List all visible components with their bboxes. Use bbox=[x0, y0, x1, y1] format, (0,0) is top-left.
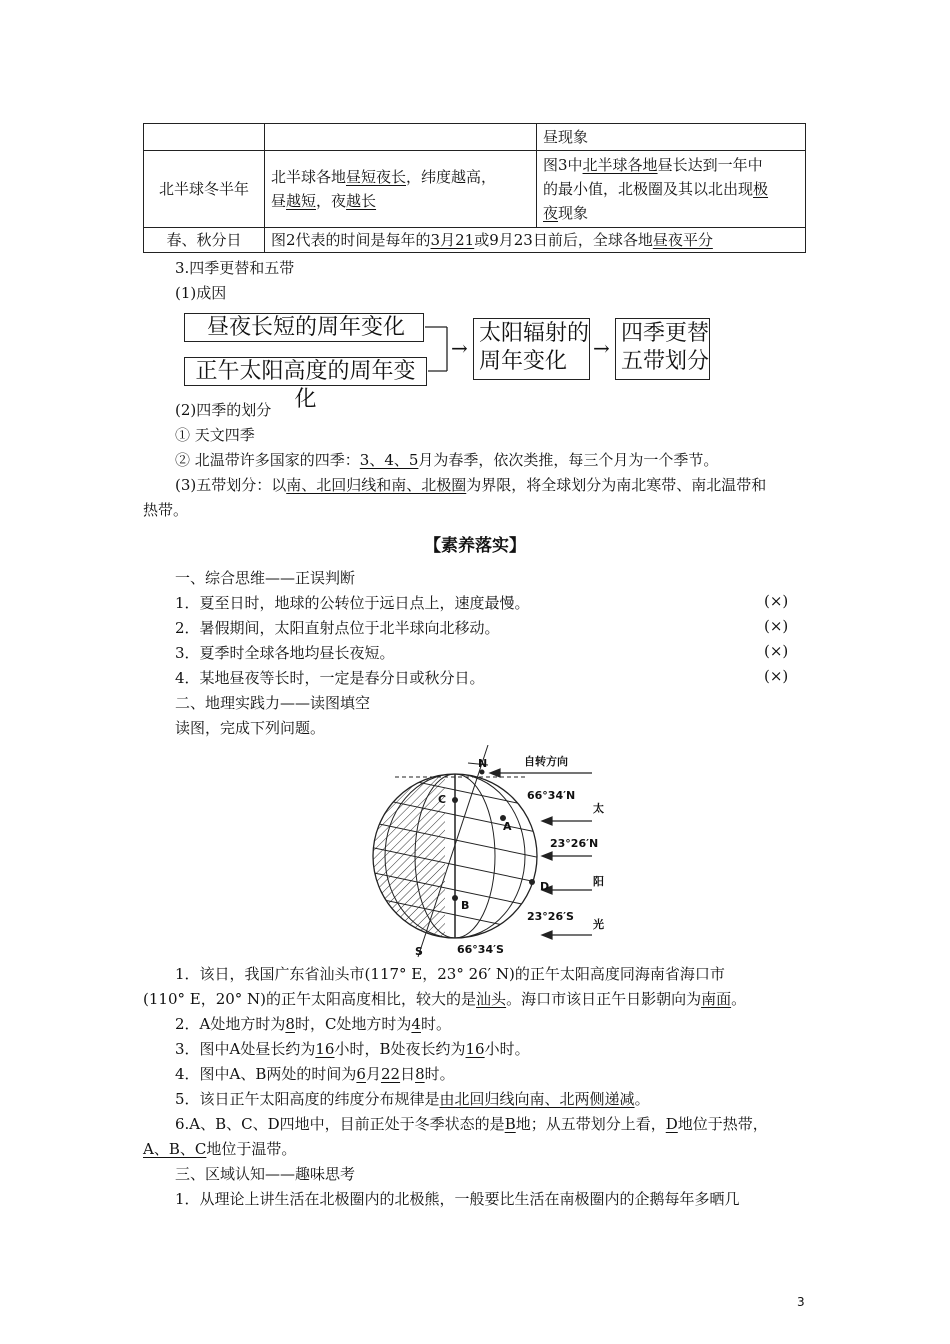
subsection-label: (2)四季的划分 bbox=[175, 401, 272, 419]
table-cell: 图3中北半球各地昼长达到一年中 的最小值，北极圈及其以北出现极 夜现象 bbox=[537, 151, 806, 228]
table-cell: 昼现象 bbox=[537, 124, 806, 151]
point-b bbox=[452, 895, 458, 901]
part-title: 三、区域认知——趣味思考 bbox=[175, 1165, 356, 1183]
question-6-cont: A、B、C地位于温带。 bbox=[143, 1140, 297, 1158]
table-cell bbox=[144, 124, 265, 151]
flow-box-radiation: 太阳辐射的 周年变化 bbox=[473, 318, 590, 380]
question-1: 1．该日，我国广东省汕头市(117° E，23° 26′ N)的正午太阳高度同海南省海口市 bbox=[175, 965, 725, 983]
table-cell: 北半球各地昼短夜长，纬度越高， 昼越短，夜越长 bbox=[265, 151, 537, 228]
label-c: C bbox=[438, 793, 447, 806]
text-line: ② 北温带许多国家的四季：3、4、5月为春季，依次类推，每三个月为一个季节。 bbox=[175, 451, 719, 469]
part-title: 二、地理实践力——读图填空 bbox=[175, 694, 371, 712]
question-1-cont: (110° E，20° N)的正午太阳高度相比，较大的是汕头。海口市该日正午日影朝向为南面。 bbox=[143, 990, 747, 1008]
label-a: A bbox=[503, 820, 512, 833]
label-b: B bbox=[461, 899, 470, 912]
label-n: N bbox=[478, 757, 488, 770]
lat-23n: 23°26′N bbox=[550, 837, 599, 850]
section-heading: 【素养落实】 bbox=[424, 536, 526, 556]
point-c bbox=[452, 797, 458, 803]
sun-char: 太 bbox=[593, 802, 604, 815]
section-title: 3.四季更替和五带 bbox=[175, 259, 295, 277]
answer-mark: (×) bbox=[764, 642, 789, 660]
sun-char: 阳 bbox=[593, 875, 604, 888]
text-line: 读图，完成下列问题。 bbox=[175, 719, 326, 737]
point-d bbox=[529, 879, 535, 885]
sun-char: 光 bbox=[593, 918, 604, 931]
table-cell: 北半球冬半年 bbox=[144, 151, 265, 228]
daylight-table bbox=[143, 123, 806, 253]
question-3: 3．图中A处昼长约为16小时，B处夜长约为16小时。 bbox=[175, 1040, 530, 1058]
question-4: 4．图中A、B两处的时间为6月22日8时。 bbox=[175, 1065, 455, 1083]
label-d: D bbox=[540, 880, 550, 893]
list-item: 3．夏季时全球各地均昼长夜短。 bbox=[175, 644, 395, 662]
answer-mark: (×) bbox=[764, 617, 789, 635]
rotation-label: 自转方向 bbox=[524, 755, 568, 768]
text-line: (3)五带划分：以南、北回归线和南、北极圈为界限，将全球划分为南北寒带、南北温带和 bbox=[175, 476, 767, 494]
text-line: 热带。 bbox=[143, 501, 189, 519]
list-item: 4．某地昼夜等长时，一定是春分日或秋分日。 bbox=[175, 669, 485, 687]
lat-66s: 66°34′S bbox=[457, 943, 504, 956]
table-cell: 春、秋分日 bbox=[144, 228, 265, 253]
flow-arrow: → bbox=[593, 336, 610, 360]
label-s: S bbox=[415, 945, 423, 958]
lat-66n: 66°34′N bbox=[527, 789, 576, 802]
text-line: ① 天文四季 bbox=[175, 426, 255, 444]
question-6: 6.A、B、C、D四地中，目前正处于冬季状态的是B地；从五带划分上看，D地位于热带， bbox=[175, 1115, 768, 1133]
flow-arrow: → bbox=[451, 336, 468, 360]
answer-mark: (×) bbox=[764, 667, 789, 685]
part-title: 一、综合思维——正误判断 bbox=[175, 569, 356, 587]
table-cell bbox=[265, 124, 537, 151]
point-n bbox=[480, 770, 485, 775]
globe-illumination-figure bbox=[360, 745, 620, 960]
flow-box-solar-altitude: 正午太阳高度的周年变化 bbox=[184, 357, 427, 386]
table-cell: 图2代表的时间是每年的3月21或9月23日前后，全球各地昼夜平分 bbox=[265, 228, 806, 253]
list-item: 1．夏至日时，地球的公转位于远日点上，速度最慢。 bbox=[175, 594, 530, 612]
answer-mark: (×) bbox=[764, 592, 789, 610]
question-5: 5．该日正午太阳高度的纬度分布规律是由北回归线向南、北两侧递减。 bbox=[175, 1090, 650, 1108]
question-text: 1．从理论上讲生活在北极圈内的北极熊，一般要比生活在南极圈内的企鹅每年多晒几 bbox=[175, 1190, 740, 1208]
flow-box-daylength: 昼夜长短的周年变化 bbox=[184, 313, 424, 342]
list-item: 2．暑假期间，太阳直射点位于北半球向北移动。 bbox=[175, 619, 500, 637]
page-number: 3 bbox=[797, 1295, 805, 1309]
question-2: 2．A处地方时为8时，C处地方时为4时。 bbox=[175, 1015, 451, 1033]
flow-box-result: 四季更替 五带划分 bbox=[615, 318, 710, 380]
subsection-label: (1)成因 bbox=[175, 284, 227, 302]
lat-23s: 23°26′S bbox=[527, 910, 574, 923]
